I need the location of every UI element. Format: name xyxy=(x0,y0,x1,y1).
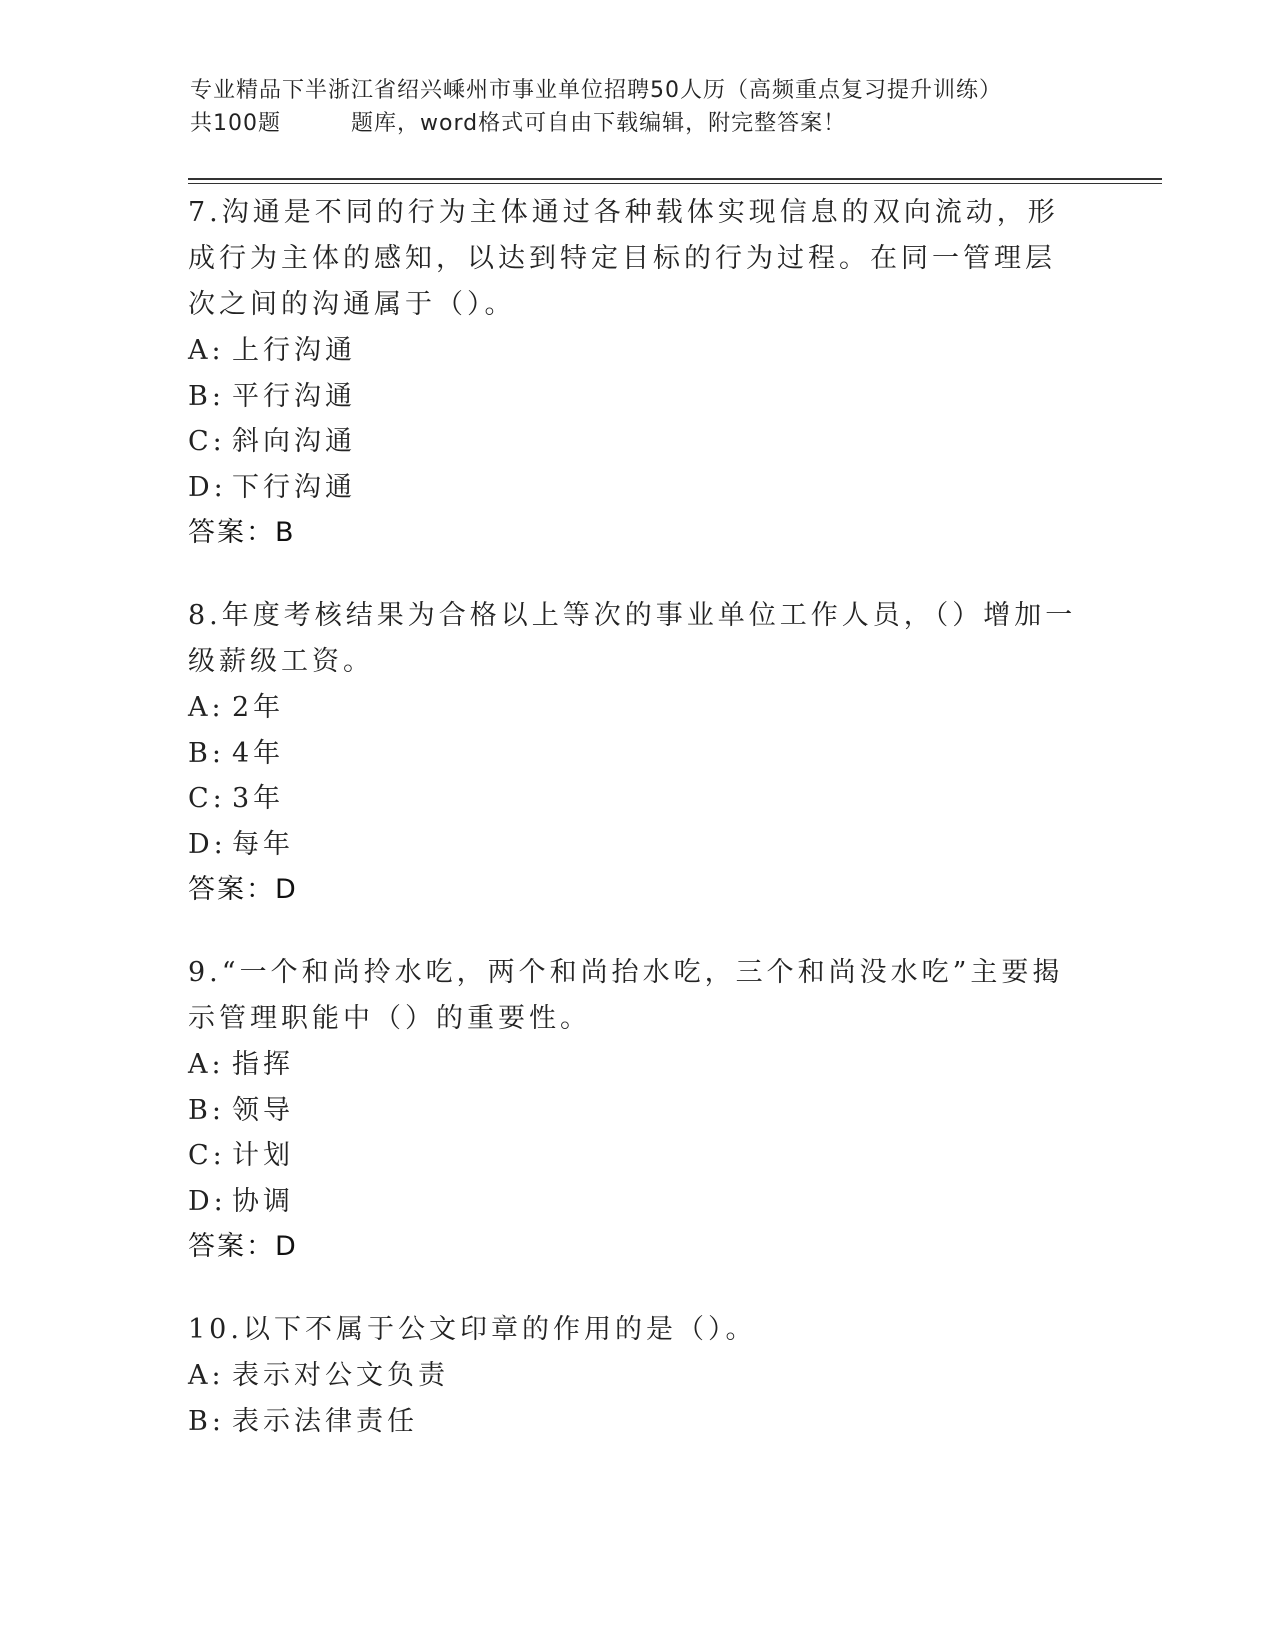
option-b xyxy=(188,1088,1078,1134)
option-a xyxy=(188,328,1078,374)
header-format-note: 题库，word格式可自由下载编辑，附完整答案！ xyxy=(351,111,847,136)
option-letter: C: xyxy=(188,783,226,814)
question-8 xyxy=(188,593,1078,913)
question-10 xyxy=(188,1307,1078,1444)
option-letter: C: xyxy=(188,1140,226,1171)
question-stem: 8.年度考核结果为合格以上等次的事业单位工作人员，（）增加一级薪级工资。 xyxy=(188,600,1077,677)
question-list xyxy=(188,190,1078,1481)
option-d xyxy=(188,1179,1078,1225)
answer-line: 答案：D xyxy=(188,1231,298,1262)
header-title: 专业精品下半浙江省绍兴嵊州市事业单位招聘50人历（高频重点复习提升训练） xyxy=(190,78,1002,103)
question-9 xyxy=(188,950,1078,1270)
option-text: 4年 xyxy=(232,737,285,769)
option-letter: D: xyxy=(188,471,227,503)
option-d xyxy=(188,822,1078,868)
option-letter: C: xyxy=(188,426,226,457)
option-text: 领导 xyxy=(232,1094,294,1126)
option-letter: A: xyxy=(188,1360,225,1391)
option-c xyxy=(188,419,1078,465)
option-letter: B: xyxy=(188,1405,225,1437)
option-b xyxy=(188,374,1078,420)
question-stem: 9.“一个和尚拎水吃，两个和尚抬水吃，三个和尚没水吃”主要揭示管理职能中（）的重要性。 xyxy=(188,957,1064,1034)
option-text: 协调 xyxy=(232,1185,294,1217)
option-a xyxy=(188,1353,1078,1399)
question-stem: 10.以下不属于公文印章的作用的是（）。 xyxy=(188,1314,757,1345)
option-letter: B: xyxy=(188,737,225,769)
answer-line: 答案：B xyxy=(188,517,296,548)
option-letter: A: xyxy=(188,692,225,723)
option-text: 计划 xyxy=(232,1140,294,1171)
option-text: 指挥 xyxy=(232,1049,294,1080)
option-text: 平行沟通 xyxy=(232,380,356,412)
option-letter: B: xyxy=(188,380,225,412)
option-text: 2年 xyxy=(232,692,285,723)
header-subtitle xyxy=(190,107,1090,140)
document-header xyxy=(190,74,1090,140)
option-letter: A: xyxy=(188,335,225,366)
option-text: 上行沟通 xyxy=(232,335,356,366)
header-question-count: 共100题 xyxy=(190,111,281,136)
option-c xyxy=(188,1133,1078,1179)
option-letter: D: xyxy=(188,1185,227,1217)
option-letter: D: xyxy=(188,828,227,860)
option-text: 表示法律责任 xyxy=(232,1405,418,1437)
option-text: 下行沟通 xyxy=(232,471,356,503)
question-stem: 7.沟通是不同的行为主体通过各种载体实现信息的双向流动，形成行为主体的感知，以达到特定目标的行为过程。在同一管理层次之间的沟通属于（）。 xyxy=(188,197,1059,320)
option-letter: A: xyxy=(188,1049,225,1080)
option-letter: B: xyxy=(188,1094,225,1126)
option-d xyxy=(188,465,1078,511)
option-b xyxy=(188,1399,1078,1445)
option-text: 表示对公文负责 xyxy=(232,1360,449,1391)
answer-line: 答案：D xyxy=(188,874,298,905)
question-7 xyxy=(188,190,1078,556)
option-text: 斜向沟通 xyxy=(232,426,356,457)
header-divider-thin xyxy=(188,183,1162,184)
option-a xyxy=(188,1042,1078,1088)
option-a xyxy=(188,685,1078,731)
option-b xyxy=(188,731,1078,777)
header-divider-thick xyxy=(188,178,1162,180)
option-text: 每年 xyxy=(232,828,294,860)
option-c xyxy=(188,776,1078,822)
option-text: 3年 xyxy=(232,783,285,814)
